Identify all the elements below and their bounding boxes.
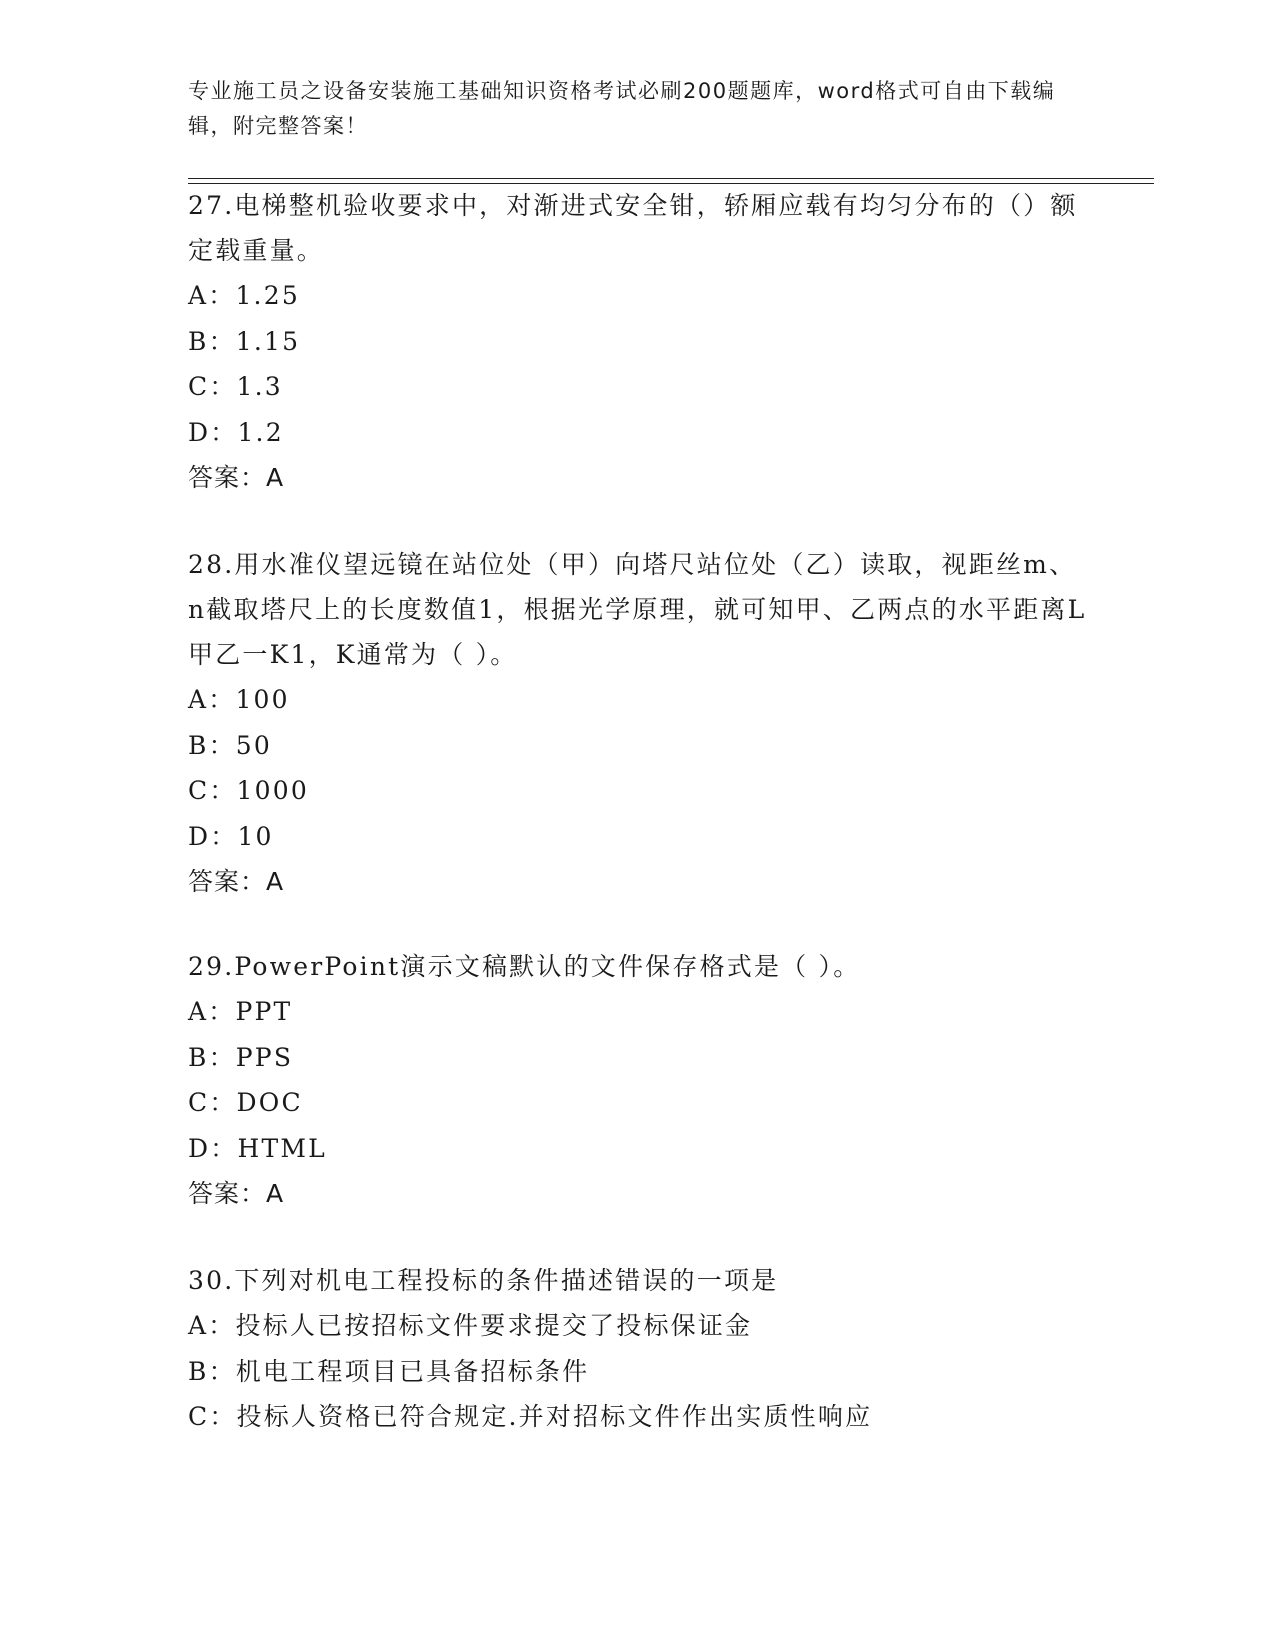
question-stem: 27.电梯整机验收要求中，对渐进式安全钳，轿厢应载有均匀分布的（）额定载重量。 — [188, 191, 1078, 265]
option-d: D：HTML — [188, 1133, 327, 1163]
question-29 — [188, 944, 1088, 1217]
option-a: A：100 — [188, 685, 290, 714]
option-b: B：1.15 — [188, 326, 301, 356]
document-header: 专业施工员之设备安装施工基础知识资格考试必刷200题题库，word格式可自由下载编辑，附完整答案！ — [188, 79, 1056, 138]
answer: 答案：A — [188, 867, 285, 896]
option-b: B：PPS — [188, 1042, 294, 1072]
answer: 答案：A — [188, 1179, 285, 1208]
question-28 — [188, 542, 1088, 905]
option-b: B：50 — [188, 730, 272, 760]
option-b: B：机电工程项目已具备招标条件 — [188, 1356, 590, 1386]
option-c: C：投标人资格已符合规定.并对招标文件作出实质性响应 — [188, 1402, 873, 1431]
question-30 — [188, 1258, 1088, 1440]
option-a: A：PPT — [188, 997, 293, 1026]
header-divider-top — [188, 178, 1154, 179]
question-stem: 28.用水准仪望远镜在站位处（甲）向塔尺站位处（乙）读取，视距丝m、n截取塔尺上的长度数值1，根据光学原理，就可知甲、乙两点的水平距离L甲乙一K1，K通常为（ ）。 — [188, 550, 1087, 669]
option-a: A：投标人已按招标文件要求提交了投标保证金 — [188, 1311, 753, 1340]
question-stem: 30.下列对机电工程投标的条件描述错误的一项是 — [188, 1266, 779, 1295]
option-c: C：1.3 — [188, 372, 283, 401]
option-c: C：DOC — [188, 1088, 303, 1117]
question-27 — [188, 183, 1088, 501]
answer: 答案：A — [188, 463, 285, 492]
option-d: D：10 — [188, 821, 274, 851]
option-c: C：1000 — [188, 776, 309, 805]
question-stem: 29.PowerPoint演示文稿默认的文件保存格式是（ ）。 — [188, 952, 861, 981]
option-d: D：1.2 — [188, 417, 284, 447]
option-a: A：1.25 — [188, 281, 300, 310]
